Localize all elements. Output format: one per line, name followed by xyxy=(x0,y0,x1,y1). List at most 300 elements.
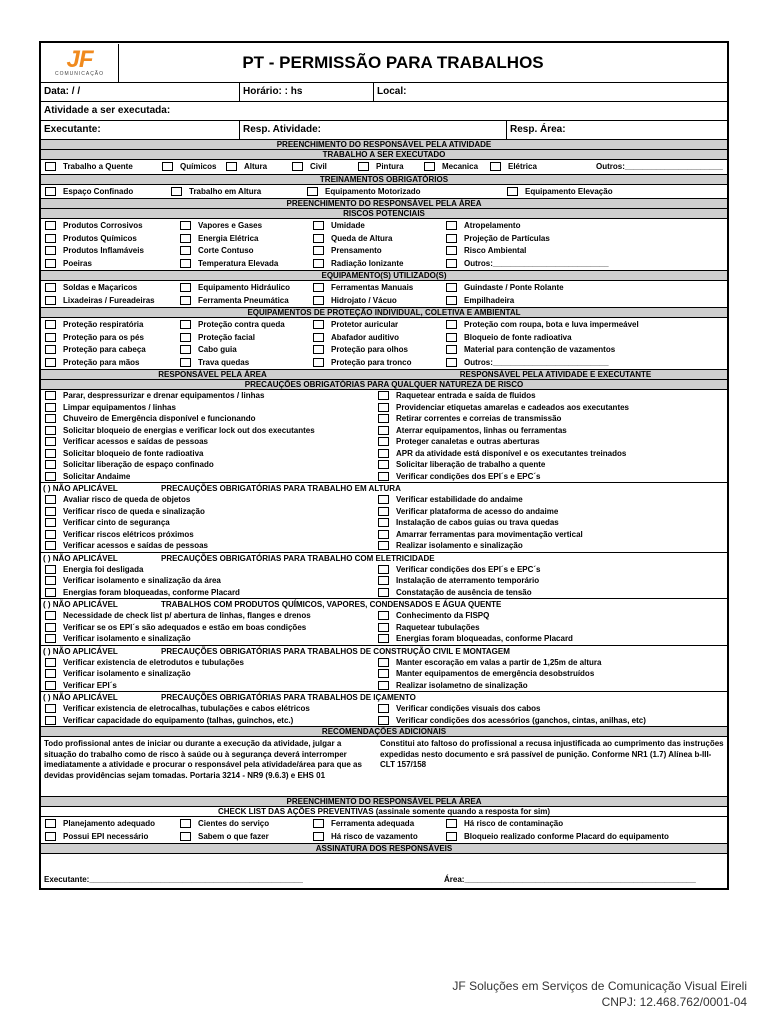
checkbox[interactable] xyxy=(378,634,389,643)
checklist-item xyxy=(180,282,313,294)
checkbox[interactable] xyxy=(313,358,324,367)
checkbox[interactable] xyxy=(45,634,56,643)
checklist-item-label: Realizar isolametno de sinalização xyxy=(396,680,528,690)
checklist-item xyxy=(45,818,180,830)
checklist-item-label: Verificar acessos e saídas de pessoas xyxy=(63,437,208,447)
checklist-item xyxy=(378,540,723,552)
checklist-item-label: Solicitar liberação de espaço confinado xyxy=(63,460,214,470)
checkbox[interactable] xyxy=(45,518,56,527)
checklist-item-label: Energias foram bloqueadas, conforme Placard xyxy=(63,587,240,597)
checkbox[interactable] xyxy=(45,391,56,400)
checkbox[interactable] xyxy=(180,819,191,828)
checkbox[interactable] xyxy=(45,530,56,539)
checklist-item-label: Projeção de Partículas xyxy=(464,233,550,243)
checklist-item xyxy=(180,295,313,307)
checklist-item-label: Verificar EPI´s xyxy=(63,680,117,690)
checklist-item-label: Planejamento adequado xyxy=(63,819,156,829)
checkbox[interactable] xyxy=(446,832,457,841)
responsibles-bar xyxy=(41,370,727,380)
checklist-item-label: Protetor auricular xyxy=(331,320,399,330)
checkbox[interactable] xyxy=(378,669,389,678)
executor-field[interactable]: Executante: xyxy=(41,121,240,139)
not-applicable-option[interactable]: ( ) NÃO APLICÁVEL xyxy=(43,484,118,493)
precaution-section-title: PRECAUÇÕES OBRIGATÓRIAS PARA TRABALHOS DE IÇAMENTO xyxy=(161,693,416,702)
checkbox[interactable] xyxy=(378,414,389,423)
checklist-item xyxy=(45,668,378,680)
checklist-item xyxy=(378,564,723,576)
checklist-item-label: Há risco de vazamento xyxy=(331,831,418,841)
not-applicable-option[interactable]: ( ) NÃO APLICÁVEL xyxy=(43,646,118,656)
checklist-item xyxy=(180,831,313,843)
checkbox[interactable] xyxy=(180,234,191,243)
precaution-section-title: PRECAUÇÕES OBRIGATÓRIAS PARA TRABALHO EM ALTURA xyxy=(161,484,401,493)
checklist-item xyxy=(446,831,723,843)
section-bar: TREINAMENTOS OBRIGATÓRIOS xyxy=(41,175,727,185)
checkbox[interactable] xyxy=(446,234,457,243)
checklist-item xyxy=(45,319,180,331)
ppe-grid xyxy=(41,318,727,370)
checklist-item-label: Verificar condições dos acessórios (ganchos, cintas, anilhas, etc) xyxy=(396,715,646,725)
equipment-grid xyxy=(41,281,727,308)
checklist-item xyxy=(446,233,723,245)
checkbox[interactable] xyxy=(45,658,56,667)
checkbox[interactable] xyxy=(378,658,389,667)
checklist-item xyxy=(446,245,723,257)
checklist-item xyxy=(313,344,446,356)
checkbox[interactable] xyxy=(313,259,324,268)
checklist-item-label: Verificar condições visuais dos cabos xyxy=(396,704,541,714)
checklist-item xyxy=(446,344,723,356)
checkbox[interactable] xyxy=(45,819,56,828)
checklist-item-label: Constatação de ausência de tensão xyxy=(396,587,532,597)
checkbox[interactable] xyxy=(162,162,173,171)
checklist-item-label: Trabalho em Altura xyxy=(189,186,262,196)
company-cnpj: CNPJ: 12.468.762/0001-04 xyxy=(601,995,747,1009)
executor-signature-line[interactable]: Executante:________________________________________________ xyxy=(44,875,303,884)
checklist-item-label: Verificar condições dos EPI´s e EPC´s xyxy=(396,471,541,481)
checkbox[interactable] xyxy=(313,333,324,342)
checklist-item-label: Proteção com roupa, bota e luva impermeável xyxy=(464,320,639,330)
checkbox[interactable] xyxy=(378,681,389,690)
checklist-item-label: Outros:__________________________ xyxy=(464,258,609,268)
precaution-section-title: PRECAUÇÕES OBRIGATÓRIAS PARA TRABALHOS DE CONSTRUÇÃO CIVIL E MONTAGEM xyxy=(161,646,510,656)
checkbox[interactable] xyxy=(180,345,191,354)
checkbox[interactable] xyxy=(378,518,389,527)
checklist-item-label: Umidade xyxy=(331,221,365,231)
checklist-item xyxy=(446,818,723,830)
not-applicable-option[interactable]: ( ) NÃO APLICÁVEL xyxy=(43,600,118,609)
section-bar: ASSINATURA DOS RESPONSÁVEIS xyxy=(41,844,727,854)
checklist-item xyxy=(313,233,446,245)
checklist-item-label: Manter equipamentos de emergência desobstruídos xyxy=(396,669,595,679)
checkbox[interactable] xyxy=(45,426,56,435)
checklist-item xyxy=(45,436,378,448)
checkbox[interactable] xyxy=(378,403,389,412)
checklist-item-label: Avaliar risco de queda de objetos xyxy=(63,495,191,505)
checklist-item xyxy=(171,186,307,198)
section-bar: PREENCHIMENTO DO RESPONSÁVEL PELA ÁREA xyxy=(41,797,727,807)
checkbox[interactable] xyxy=(313,246,324,255)
checkbox[interactable] xyxy=(378,704,389,713)
checkbox[interactable] xyxy=(45,345,56,354)
checkbox[interactable] xyxy=(490,162,501,171)
checkbox[interactable] xyxy=(446,259,457,268)
checklist-item xyxy=(378,448,723,460)
checkbox[interactable] xyxy=(378,426,389,435)
checklist-item-label: Proteção contra queda xyxy=(198,320,285,330)
checkbox[interactable] xyxy=(45,576,56,585)
checklist-item xyxy=(446,220,723,232)
page-title: PT - PERMISSÃO PARA TRABALHOS xyxy=(242,52,544,72)
risks-grid xyxy=(41,219,727,271)
checklist-item-label: Solicitar liberação de trabalho a quente xyxy=(396,460,546,470)
checklist-item xyxy=(378,402,723,414)
checkbox[interactable] xyxy=(171,187,182,196)
checkbox[interactable] xyxy=(45,623,56,632)
checklist-item xyxy=(378,575,723,587)
checkbox[interactable] xyxy=(378,716,389,725)
checklist-item-label: Radiação Ionizante xyxy=(331,258,404,268)
checkbox[interactable] xyxy=(45,611,56,620)
checkbox[interactable] xyxy=(313,283,324,292)
checklist-item-label: Amarrar ferramentas para movimentação vertical xyxy=(396,529,583,539)
checklist-item-label: Bloqueio de fonte radioativa xyxy=(464,332,572,342)
precaution-section-title: TRABALHOS COM PRODUTOS QUÍMICOS, VAPORES, CONDENSADOS E ÁGUA QUENTE xyxy=(161,600,502,609)
checkbox[interactable] xyxy=(45,187,56,196)
checkbox[interactable] xyxy=(378,472,389,481)
area-responsible-field[interactable]: Resp. Área: xyxy=(510,124,566,135)
checklist-item-label: Espaço Confinado xyxy=(63,186,134,196)
checklist-item xyxy=(45,448,378,460)
precaution-sections xyxy=(41,483,727,727)
checkbox[interactable] xyxy=(313,221,324,230)
checklist-item-label: Proteção facial xyxy=(198,332,255,342)
checkbox[interactable] xyxy=(45,403,56,412)
checklist-item xyxy=(162,161,226,173)
checklist-item xyxy=(180,220,313,232)
section-bar: EQUIPAMENTOS DE PROTEÇÃO INDIVIDUAL, COLETIVA E AMBIENTAL xyxy=(41,308,727,318)
checkbox[interactable] xyxy=(378,460,389,469)
precaution-section-title: PRECAUÇÕES OBRIGATÓRIAS PARA TRABALHO COM ELETRICIDADE xyxy=(161,553,435,563)
section-bar: PREENCHIMENTO DO RESPONSÁVEL PELA ÁREA xyxy=(41,199,727,209)
checklist-item xyxy=(45,402,378,414)
checklist-item-label: Verificar estabilidade do andaime xyxy=(396,495,523,505)
checkbox[interactable] xyxy=(378,391,389,400)
checklist-item-label: Hidrojato / Vácuo xyxy=(331,295,397,305)
checklist-item-label: Verificar isolamento e sinalização da área xyxy=(63,576,221,586)
checklist-item-label: Equipamento Hidráulico xyxy=(198,283,291,293)
checklist-item xyxy=(45,459,378,471)
checkbox[interactable] xyxy=(45,246,56,255)
checklist-item xyxy=(378,517,723,529)
checkbox[interactable] xyxy=(446,246,457,255)
checklist-item-label: Aterrar equipamentos, linhas ou ferramentas xyxy=(396,425,567,435)
time-field[interactable]: Horário: : hs xyxy=(240,83,374,101)
checklist-item-label: Proteção para mãos xyxy=(63,357,140,367)
checkbox[interactable] xyxy=(358,162,369,171)
checkbox[interactable] xyxy=(45,414,56,423)
checklist-item xyxy=(45,831,180,843)
checklist-item xyxy=(45,657,378,669)
company-name: JF Soluções em Serviços de Comunicação Visual Eireli xyxy=(452,979,747,993)
checklist-item-label: Solicitar Andaime xyxy=(63,471,131,481)
checkbox[interactable] xyxy=(292,162,303,171)
checklist-item-label: Químicos xyxy=(180,162,217,172)
checklist-item-label: Risco Ambiental xyxy=(464,246,527,256)
checkbox[interactable] xyxy=(378,507,389,516)
checkbox[interactable] xyxy=(307,187,318,196)
checkbox[interactable] xyxy=(313,234,324,243)
checklist-item-label: Verificar se os EPI´s são adequados e estão em boas condições xyxy=(63,622,307,632)
checklist-item-label: Há risco de contaminação xyxy=(464,819,564,829)
section-bar: RECOMENDAÇÕES ADICIONAIS xyxy=(41,727,727,737)
precaution-section-grid xyxy=(41,564,727,600)
checkbox[interactable] xyxy=(45,495,56,504)
checklist-item-label: Empilhadeira xyxy=(464,295,515,305)
checkbox[interactable] xyxy=(378,495,389,504)
checklist-item-label: Equipamento Motorizado xyxy=(325,186,421,196)
checklist-item-label: Energias foram bloqueadas, conforme Placard xyxy=(396,634,573,644)
checklist-item xyxy=(180,233,313,245)
checkbox[interactable] xyxy=(45,681,56,690)
checkbox[interactable] xyxy=(45,588,56,597)
checkbox[interactable] xyxy=(378,576,389,585)
checklist-item xyxy=(378,633,723,645)
checklist-item xyxy=(578,161,723,173)
checkbox[interactable] xyxy=(45,162,56,171)
checkbox[interactable] xyxy=(180,320,191,329)
checkbox[interactable] xyxy=(446,221,457,230)
checkbox[interactable] xyxy=(378,449,389,458)
checkbox[interactable] xyxy=(45,832,56,841)
checklist-item xyxy=(45,633,378,645)
checkbox[interactable] xyxy=(446,296,457,305)
checklist-item-label: Ferramenta Pneumática xyxy=(198,295,289,305)
checklist-item-label: Outros:__________________________ xyxy=(464,357,609,367)
checklist-item xyxy=(378,657,723,669)
checklist-item-label: Verificar acessos e saídas de pessoas xyxy=(63,541,208,551)
not-applicable-option[interactable]: ( ) NÃO APLICÁVEL xyxy=(43,693,118,702)
checklist-item-label: Pintura xyxy=(376,162,404,172)
activity-responsible-field[interactable]: Resp. Atividade: xyxy=(240,121,507,139)
checkbox[interactable] xyxy=(45,283,56,292)
date-row xyxy=(41,83,727,102)
not-applicable-option[interactable]: ( ) NÃO APLICÁVEL xyxy=(43,553,118,563)
checkbox[interactable] xyxy=(424,162,435,171)
checklist-item xyxy=(378,494,723,506)
checklist-item xyxy=(313,245,446,257)
precaution-section-header xyxy=(41,599,727,610)
checklist-item-label: Altura xyxy=(244,162,268,172)
checklist-item-label: Chuveiro de Emergência disponível e funcionando xyxy=(63,414,256,424)
activity-executor-label: RESPONSÁVEL PELA ATIVIDADE E EXECUTANTE xyxy=(459,370,652,379)
checklist-item-label: Proteção para cabeça xyxy=(63,345,146,355)
checklist-item xyxy=(313,282,446,294)
checkbox[interactable] xyxy=(378,611,389,620)
checklist-item xyxy=(45,245,180,257)
checklist-item-label: Proteção para os pés xyxy=(63,332,144,342)
checkbox[interactable] xyxy=(45,472,56,481)
checkbox[interactable] xyxy=(446,333,457,342)
checkbox[interactable] xyxy=(45,507,56,516)
checklist-item-label: Possui EPI necessário xyxy=(63,831,149,841)
checkbox[interactable] xyxy=(446,819,457,828)
checklist-item xyxy=(313,319,446,331)
checkbox[interactable] xyxy=(446,320,457,329)
checklist-item xyxy=(180,332,313,344)
section-bar: EQUIPAMENTO(S) UTILIZADO(S) xyxy=(41,271,727,281)
checkbox[interactable] xyxy=(180,283,191,292)
checkbox[interactable] xyxy=(45,358,56,367)
checklist-item xyxy=(45,161,162,173)
precaution-section-grid xyxy=(41,610,727,646)
checklist-item xyxy=(307,186,507,198)
signature-area xyxy=(41,854,727,888)
general-precautions-grid xyxy=(41,390,727,483)
checklist-item xyxy=(378,715,723,727)
checklist-item-label: Temperatura Elevada xyxy=(198,258,279,268)
checkbox[interactable] xyxy=(45,669,56,678)
checklist-item xyxy=(446,282,723,294)
checkbox[interactable] xyxy=(226,162,237,171)
checklist-item-label: Solicitar bloqueio de energias e verificar lock out dos executantes xyxy=(63,425,315,435)
responsibles-row xyxy=(41,121,727,140)
checklist-item xyxy=(45,390,378,402)
checklist-item-label: Raquetear entrada e saída de fluidos xyxy=(396,391,536,401)
checklist-item-label: Produtos Químicos xyxy=(63,233,137,243)
checkbox[interactable] xyxy=(45,437,56,446)
checklist-item xyxy=(45,413,378,425)
checkbox[interactable] xyxy=(45,333,56,342)
checkbox[interactable] xyxy=(313,345,324,354)
checklist-item-label: Trabalho a Quente xyxy=(63,162,133,172)
checkbox[interactable] xyxy=(180,358,191,367)
checkbox[interactable] xyxy=(180,333,191,342)
checklist-item xyxy=(45,587,378,599)
checklist-item-label: Verificar riscos elétricos próximos xyxy=(63,529,194,539)
date-field[interactable]: Data: / / xyxy=(41,83,240,101)
checklist-item-label: Parar, despressurizar e drenar equipamentos / linhas xyxy=(63,391,265,401)
checklist-item xyxy=(378,587,723,599)
checkbox[interactable] xyxy=(45,565,56,574)
checkbox[interactable] xyxy=(45,716,56,725)
checklist-item xyxy=(45,425,378,437)
checklist-item xyxy=(490,161,578,173)
checklist-item xyxy=(313,818,446,830)
checkbox[interactable] xyxy=(45,541,56,550)
checklist-item-label: Material para contenção de vazamentos xyxy=(464,345,616,355)
checkbox[interactable] xyxy=(180,246,191,255)
activity-field[interactable]: Atividade a ser executada: xyxy=(44,105,171,116)
checkbox[interactable] xyxy=(313,832,324,841)
checklist-item xyxy=(313,220,446,232)
checkbox[interactable] xyxy=(378,530,389,539)
area-responsible-label: RESPONSÁVEL PELA ÁREA xyxy=(158,370,267,379)
checklist-item xyxy=(292,161,358,173)
checkbox[interactable] xyxy=(378,623,389,632)
checkbox[interactable] xyxy=(180,221,191,230)
checklist-item xyxy=(45,622,378,634)
checklist-item-label: Verificar condições dos EPI´s e EPC´s xyxy=(396,564,541,574)
checkbox[interactable] xyxy=(313,320,324,329)
checklist-item-label: Elétrica xyxy=(508,162,537,172)
checklist-item-label: Atropelamento xyxy=(464,221,521,231)
checklist-item xyxy=(45,282,180,294)
checkbox[interactable] xyxy=(45,296,56,305)
training-grid xyxy=(41,185,727,200)
checklist-item-label: Cabo guia xyxy=(198,345,237,355)
checkbox[interactable] xyxy=(180,296,191,305)
checkbox[interactable] xyxy=(45,704,56,713)
checkbox[interactable] xyxy=(446,283,457,292)
checklist-item-label: Verificar capacidade do equipamento (talhas, guinchos, etc.) xyxy=(63,715,294,725)
checklist-item-label: Proteger canaletas e outras aberturas xyxy=(396,437,540,447)
checklist-item-label: Instalação de aterramento temporário xyxy=(396,576,540,586)
checkbox[interactable] xyxy=(180,259,191,268)
checklist-item-label: Bloqueio realizado conforme Placard do equipamento xyxy=(464,831,669,841)
checklist-item xyxy=(313,831,446,843)
company-logo xyxy=(41,44,119,82)
section-bar: PREENCHIMENTO DO RESPONSÁVEL PELA ATIVIDADE xyxy=(41,140,727,150)
checklist-item-label: Prensamento xyxy=(331,246,382,256)
checkbox[interactable] xyxy=(446,345,457,354)
checkbox[interactable] xyxy=(378,565,389,574)
checkbox[interactable] xyxy=(45,221,56,230)
checkbox[interactable] xyxy=(446,358,457,367)
checkbox[interactable] xyxy=(378,588,389,597)
checkbox[interactable] xyxy=(313,819,324,828)
checklist-instruction: CHECK LIST DAS AÇÕES PREVENTIVAS (assinale somente quando a resposta for sim) xyxy=(41,807,727,817)
checkbox[interactable] xyxy=(313,296,324,305)
checklist-item-label: Energia Elétrica xyxy=(198,233,259,243)
checkbox[interactable] xyxy=(45,460,56,469)
checklist-item-label: Proteção para tronco xyxy=(331,357,412,367)
preventive-checklist-grid xyxy=(41,817,727,844)
precaution-section-header xyxy=(41,692,727,703)
checklist-item xyxy=(507,186,723,198)
checkbox[interactable] xyxy=(378,437,389,446)
checkbox[interactable] xyxy=(45,449,56,458)
checklist-item-label: Proteção respiratória xyxy=(63,320,144,330)
checklist-item xyxy=(45,680,378,692)
checkbox[interactable] xyxy=(180,832,191,841)
checklist-item xyxy=(378,610,723,622)
checklist-item-label: Verificar plataforma de acesso do andaime xyxy=(396,506,559,516)
checklist-item xyxy=(45,186,171,198)
recommendation-right: Constitui ato faltoso do profissional a recusa injustificada ao cumprimento das instruções expedidas nesto documento e srá passível de punição. Conforme NR1 (1.7) Alínea b-III-CLT 157/158 xyxy=(380,739,724,769)
precaution-section-grid xyxy=(41,703,727,727)
checklist-item-label: Produtos Inflamáveis xyxy=(63,246,144,256)
checklist-item-label: Sabem o que fazer xyxy=(198,831,269,841)
precaution-section-header xyxy=(41,646,727,657)
checkbox[interactable] xyxy=(507,187,518,196)
checklist-item xyxy=(378,622,723,634)
checklist-item xyxy=(45,344,180,356)
checkbox[interactable] xyxy=(45,259,56,268)
checklist-item-label: Instalação de cabos guias ou trava quedas xyxy=(396,518,559,528)
checkbox[interactable] xyxy=(45,234,56,243)
section-bar: TRABALHO A SER EXECUTADO xyxy=(41,150,727,160)
checklist-item-label: Verificar cinto de segurança xyxy=(63,518,170,528)
recommendations xyxy=(41,737,727,797)
checklist-item-label: Verificar isolamento e sinalização xyxy=(63,634,191,644)
checkbox[interactable] xyxy=(378,541,389,550)
area-signature-line[interactable]: Área:____________________________________________________ xyxy=(444,875,696,884)
checkbox[interactable] xyxy=(45,320,56,329)
location-field[interactable]: Local: xyxy=(377,86,407,97)
form-header xyxy=(41,43,727,83)
checklist-item-label: Civil xyxy=(310,162,327,172)
